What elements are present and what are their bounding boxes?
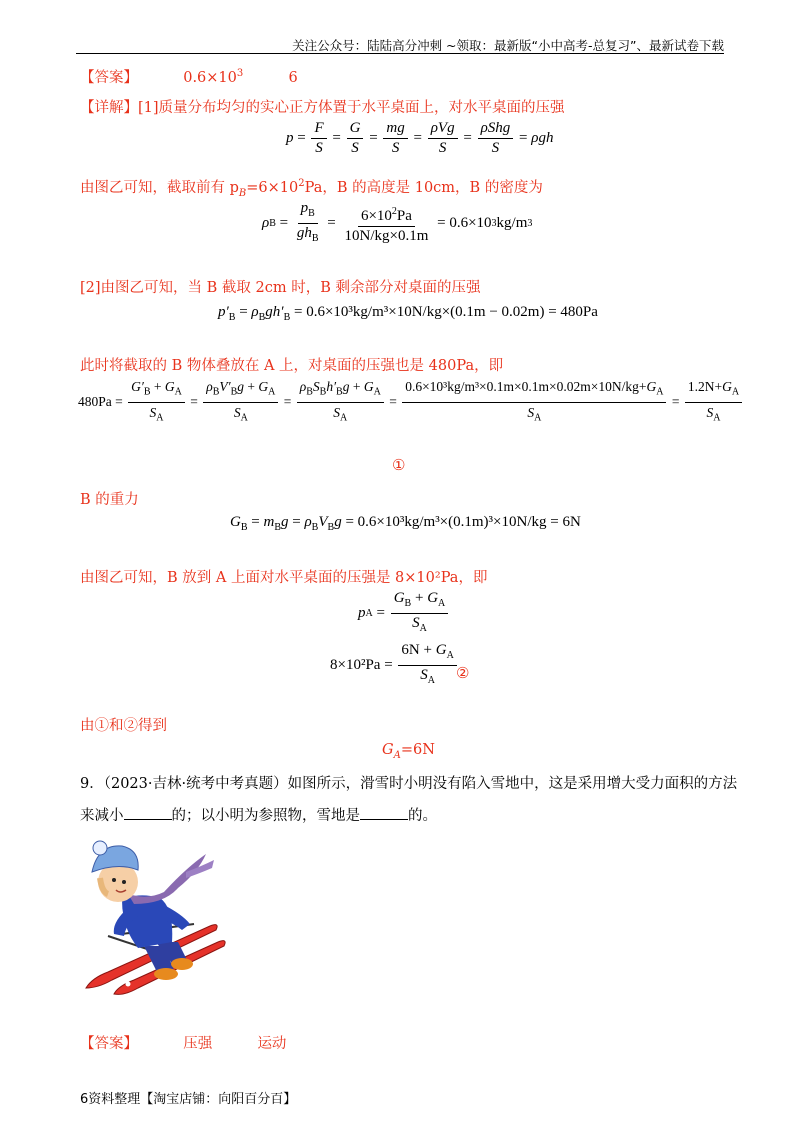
answer-tag: 【答案】 (80, 70, 138, 86)
page-header: 关注公众号：陆陆高分冲刺 ~领取：最新版“小中高考-总复习”、最新试卷下载 (292, 38, 724, 53)
answer-value-2: 运动 (257, 1036, 287, 1052)
question-9-line-2: 来减小 的；以小明为参照物，雪地是 的。 (80, 804, 437, 825)
ga-result: $G_A=6N$ (382, 742, 435, 761)
part-2-text: [2]由图乙可知，当 B 截取 2cm 时，B 剩余部分对桌面的压强 (80, 280, 481, 296)
detail-line (80, 96, 565, 117)
combine-text: 由①和②得到 (80, 718, 167, 734)
stack-text: 此时将截取的 B 物体叠放在 A 上，对桌面的压强也是 480Pa，即 (80, 358, 504, 374)
answer-value-1: $0.6\times 10^3$ (183, 68, 244, 86)
detail-text-1: [1]质量分布均匀的实心正方体置于水平桌面上，对水平桌面的压强 (138, 100, 565, 116)
page-footer (80, 1088, 296, 1107)
equation-1: 480Pa = $\frac{G'_B + G_A}{S_A}$ = $\frac{\rho_BV'_Bg + G_A}{S_A}$ = $\frac{\rho_BS_Bh'_Bg + G_A}{S_A}$ = $\frac{0.6\times 10^3kg/m^3\times 0.1m\times 0.1m\times 0.02m\times 10N/kg+G_A}{S_A}$ = $\frac{1.2N+G_A}{S_A}$ (78, 378, 744, 426)
page-number: 6 (80, 1092, 89, 1107)
pressure-formula: p = $\frac{F}{S}$ = $\frac{G}{S}$ = $\frac{mg}{S}$ = $\frac{\text{ρVg}}{S}$ = $\frac{\text{ρShg}}{S}$ = ρgh (286, 120, 554, 156)
answer-value-1: 压强 (183, 1036, 213, 1052)
question-9-line-1: 9．（2023·吉林·统考中考真题）如图所示，滑雪时小明没有陷入雪地中，这是采用增大受力面积的方法 (80, 776, 738, 792)
answer-tag: 【答案】 (80, 1036, 138, 1052)
gravity-formula: $G_B = m_Bg = \rho_BV_Bg = 0.6\times 10^3kg/m^3\times(0.1m)^3\times 10N/kg = 6N$ (230, 514, 581, 533)
gravity-label: B 的重力 (80, 492, 139, 508)
answer-line-2 (80, 1032, 286, 1053)
pa-formula: p A = $\frac{G_B + G_A}{S_A}$ (358, 590, 450, 637)
detail-tag: 【详解】 (80, 100, 138, 116)
fig-text-1: 由图乙可知，截取前有 $p_B=6\times 10^2Pa$，B 的高度是 10cm，B 的密度为 (80, 178, 543, 199)
remaining-pressure-formula: $p'_B = \rho_Bgh'_B = 0.6\times 10^3kg/m^3\times 10N/kg\times(0.1m - 0.02m) = 480Pa$ (218, 304, 598, 323)
answer-line-1 (80, 66, 298, 87)
answer-blank-2[interactable] (360, 805, 408, 820)
circle-marker-1: ① (392, 456, 406, 474)
fig-text-2: 由图乙可知，B 放到 A 上面对水平桌面的压强是 8×10²Pa，即 (80, 570, 488, 586)
density-formula: ρ B = $\frac{p_B}{gh_B}$ = $\frac{6\times 10^2Pa}{10N/kg\times 0.1m}$ = 0.6×10 3 kg/m 3 (262, 200, 533, 244)
answer-blank-1[interactable] (124, 805, 172, 820)
skier-illustration (78, 838, 228, 998)
footer-text: 资料整理【淘宝店铺：向阳百分百】 (88, 1092, 297, 1107)
answer-value-2: 6 (288, 70, 298, 86)
header-rule (76, 53, 724, 54)
circle-marker-2: ② (456, 664, 470, 682)
equation-2: 8×10²Pa = $\frac{6N + G_A}{S_A}$ (330, 642, 459, 689)
